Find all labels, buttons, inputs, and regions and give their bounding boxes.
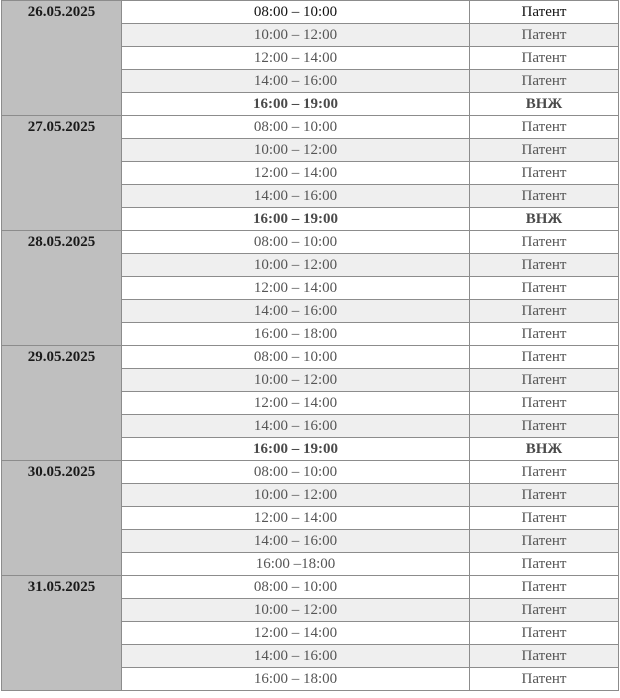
- time-slot-cell: 10:00 – 12:00: [122, 369, 470, 392]
- time-slot-cell: 14:00 – 16:00: [122, 415, 470, 438]
- document-type-cell: Патент: [470, 277, 619, 300]
- table-row: [2, 461, 619, 484]
- document-type-cell: Патент: [470, 369, 619, 392]
- time-slot-cell: 12:00 – 14:00: [122, 47, 470, 70]
- date-cell: 27.05.2025: [2, 116, 122, 231]
- time-slot-cell: 14:00 – 16:00: [122, 70, 470, 93]
- table-row: [2, 576, 619, 599]
- document-type-cell: Патент: [470, 300, 619, 323]
- date-cell: 29.05.2025: [2, 346, 122, 461]
- document-type-cell: Патент: [470, 47, 619, 70]
- document-type-cell: ВНЖ: [470, 93, 619, 116]
- time-slot-cell: 08:00 – 10:00: [122, 231, 470, 254]
- time-slot-cell: 16:00 – 18:00: [122, 323, 470, 346]
- document-type-cell: Патент: [470, 139, 619, 162]
- document-type-cell: Патент: [470, 599, 619, 622]
- document-type-cell: Патент: [470, 346, 619, 369]
- time-slot-cell: 16:00 – 19:00: [122, 208, 470, 231]
- document-type-cell: Патент: [470, 185, 619, 208]
- time-slot-cell: 12:00 – 14:00: [122, 507, 470, 530]
- document-type-cell: Патент: [470, 116, 619, 139]
- document-type-cell: Патент: [470, 24, 619, 47]
- time-slot-cell: 10:00 – 12:00: [122, 254, 470, 277]
- date-cell: 28.05.2025: [2, 231, 122, 346]
- document-type-cell: Патент: [470, 323, 619, 346]
- date-cell: 26.05.2025: [2, 1, 122, 116]
- date-cell: 31.05.2025: [2, 576, 122, 691]
- time-slot-cell: 14:00 – 16:00: [122, 530, 470, 553]
- document-type-cell: Патент: [470, 70, 619, 93]
- time-slot-cell: 08:00 – 10:00: [122, 461, 470, 484]
- table-row: [2, 346, 619, 369]
- appointment-schedule-table: [1, 0, 619, 691]
- time-slot-cell: 10:00 – 12:00: [122, 24, 470, 47]
- document-type-cell: Патент: [470, 254, 619, 277]
- time-slot-cell: 10:00 – 12:00: [122, 484, 470, 507]
- time-slot-cell: 12:00 – 14:00: [122, 277, 470, 300]
- document-type-cell: Патент: [470, 530, 619, 553]
- time-slot-cell: 08:00 – 10:00: [122, 576, 470, 599]
- document-type-cell: Патент: [470, 645, 619, 668]
- time-slot-cell: 16:00 – 19:00: [122, 93, 470, 116]
- time-slot-cell: 12:00 – 14:00: [122, 162, 470, 185]
- time-slot-cell: 16:00 – 19:00: [122, 438, 470, 461]
- time-slot-cell: 16:00 – 18:00: [122, 668, 470, 691]
- table-row: [2, 231, 619, 254]
- time-slot-cell: 08:00 – 10:00: [122, 1, 470, 24]
- table-row: [2, 116, 619, 139]
- document-type-cell: Патент: [470, 576, 619, 599]
- time-slot-cell: 16:00 –18:00: [122, 553, 470, 576]
- time-slot-cell: 12:00 – 14:00: [122, 622, 470, 645]
- document-type-cell: ВНЖ: [470, 438, 619, 461]
- document-type-cell: Патент: [470, 392, 619, 415]
- document-type-cell: Патент: [470, 484, 619, 507]
- document-type-cell: Патент: [470, 553, 619, 576]
- document-type-cell: ВНЖ: [470, 208, 619, 231]
- document-type-cell: Патент: [470, 415, 619, 438]
- document-type-cell: Патент: [470, 1, 619, 24]
- time-slot-cell: 08:00 – 10:00: [122, 346, 470, 369]
- schedule-body: [2, 1, 619, 691]
- document-type-cell: Патент: [470, 231, 619, 254]
- table-row: [2, 1, 619, 24]
- document-type-cell: Патент: [470, 507, 619, 530]
- date-cell: 30.05.2025: [2, 461, 122, 576]
- time-slot-cell: 14:00 – 16:00: [122, 185, 470, 208]
- time-slot-cell: 10:00 – 12:00: [122, 139, 470, 162]
- time-slot-cell: 12:00 – 14:00: [122, 392, 470, 415]
- time-slot-cell: 14:00 – 16:00: [122, 645, 470, 668]
- document-type-cell: Патент: [470, 461, 619, 484]
- time-slot-cell: 14:00 – 16:00: [122, 300, 470, 323]
- time-slot-cell: 08:00 – 10:00: [122, 116, 470, 139]
- document-type-cell: Патент: [470, 162, 619, 185]
- time-slot-cell: 10:00 – 12:00: [122, 599, 470, 622]
- document-type-cell: Патент: [470, 622, 619, 645]
- document-type-cell: Патент: [470, 668, 619, 691]
